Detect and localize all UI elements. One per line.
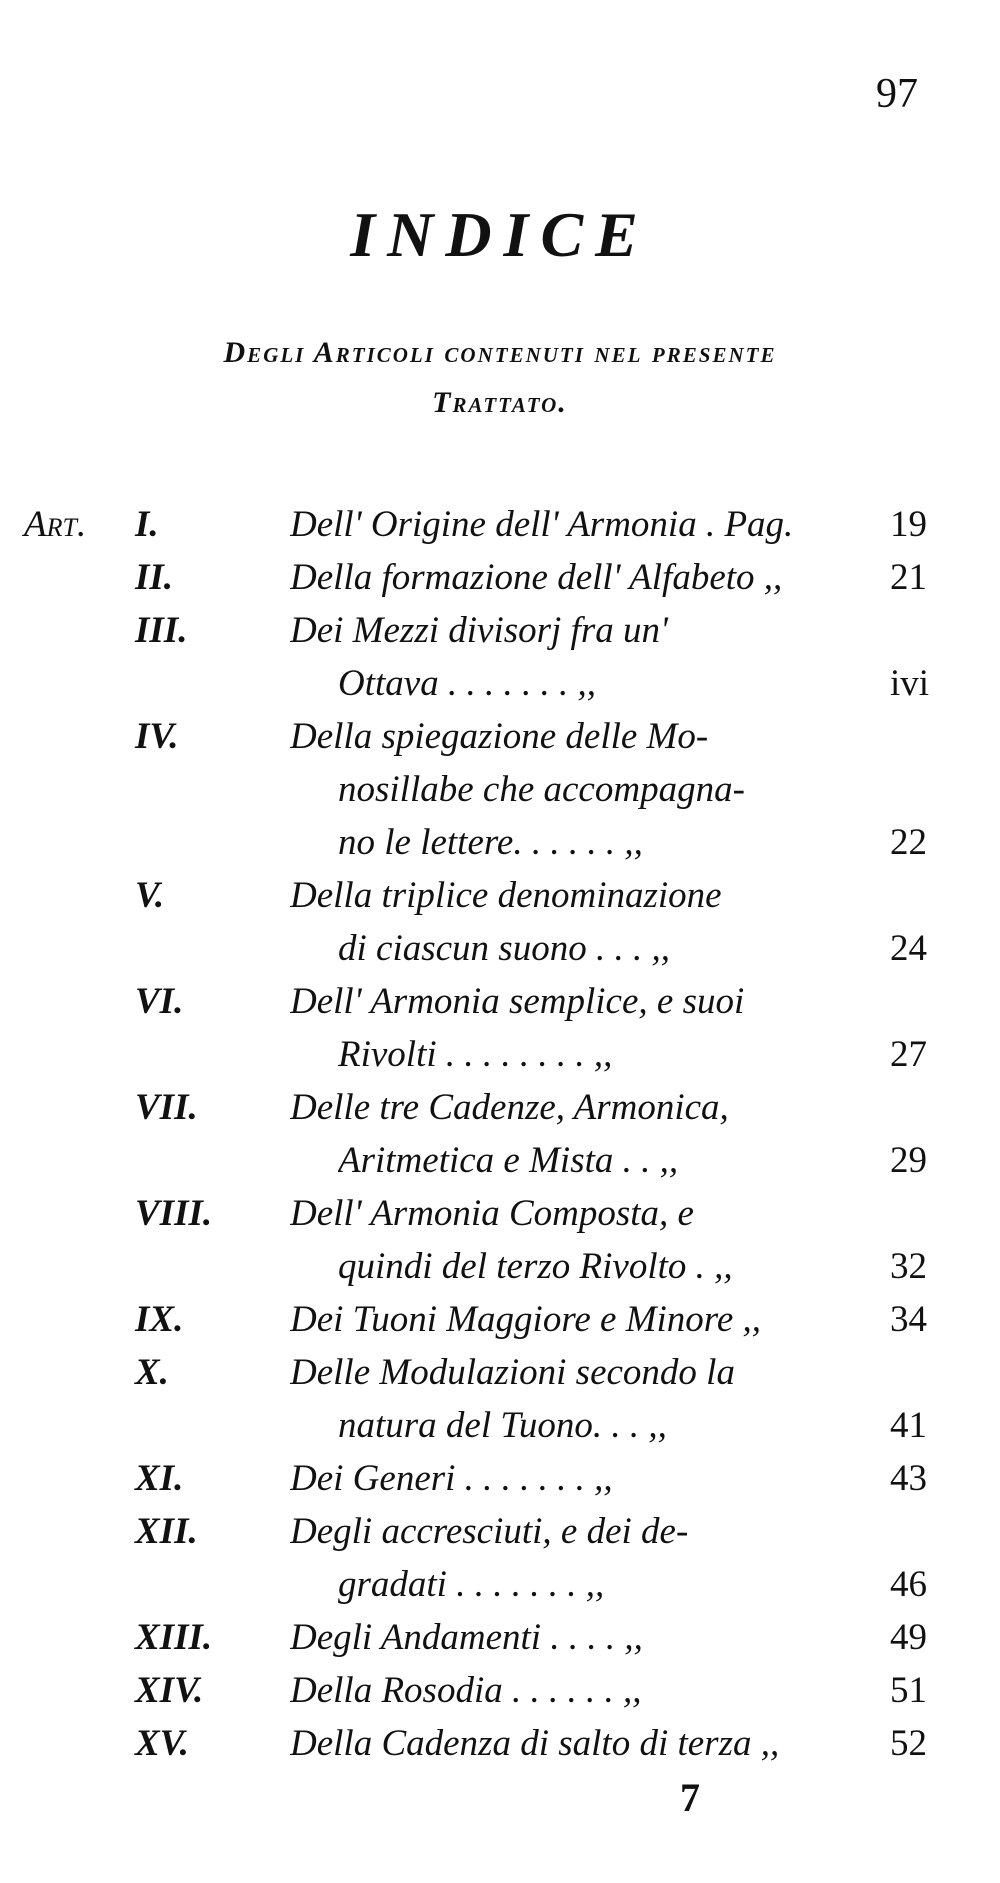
toc-line [0,657,1000,710]
article-numeral: XI. [135,1458,184,1499]
article-title: gradati . . . . . . . ,, [338,1564,605,1605]
toc-line [0,1717,1000,1770]
article-title: Dei Tuoni Maggiore e Minore ,, [290,1299,762,1340]
article-numeral: IX. [135,1299,184,1340]
article-numeral: X. [135,1352,169,1393]
toc-line [0,1558,1000,1611]
toc-line [0,869,1000,922]
page-reference: ivi [890,663,930,704]
signature-mark: 7 [680,1775,700,1820]
article-numeral: VIII. [135,1193,213,1234]
article-title: Delle Modulazioni secondo la [290,1352,735,1393]
toc-line [0,1081,1000,1134]
article-title: Della Cadenza di salto di terza ,, [290,1723,780,1764]
article-title: quindi del terzo Rivolto . ,, [338,1246,733,1287]
article-title: Aritmetica e Mista . . ,, [338,1140,679,1181]
page-reference: 49 [890,1617,927,1658]
toc-line [0,1346,1000,1399]
page-reference: 21 [890,557,927,598]
article-title: natura del Tuono. . . ,, [338,1405,667,1446]
page-reference: 24 [890,928,927,969]
toc-line [0,604,1000,657]
table-of-contents [0,498,1000,1770]
article-title: Della triplice denominazione [290,875,722,916]
page-reference: 43 [890,1458,927,1499]
subtitle [90,328,910,428]
toc-line [0,763,1000,816]
article-numeral: XIV. [135,1670,204,1711]
page-reference: 52 [890,1723,927,1764]
article-title: Dell' Armonia Composta, e [290,1193,694,1234]
page-number: 97 [876,71,918,117]
subtitle-line: Trattato. [432,386,568,419]
page-reference: 27 [890,1034,927,1075]
toc-line [0,498,1000,551]
article-title: Dei Mezzi divisorj fra un' [290,610,668,651]
page-reference: 29 [890,1140,927,1181]
article-title: Delle tre Cadenze, Armonica, [290,1087,729,1128]
page-title: INDICE [350,199,650,270]
toc-line [0,1611,1000,1664]
page-reference: 46 [890,1564,927,1605]
page-reference: 32 [890,1246,927,1287]
article-title: no le lettere. . . . . . ,, [338,822,643,863]
article-numeral: VI. [135,981,184,1022]
page-reference: 19 [890,504,927,545]
toc-line [0,1240,1000,1293]
page-reference: 34 [890,1299,927,1340]
article-title: di ciascun suono . . . ,, [338,928,670,969]
page-reference: 41 [890,1405,927,1446]
article-numeral: XV. [135,1723,189,1764]
article-numeral: V. [135,875,165,916]
toc-line [0,1399,1000,1452]
toc-line [0,1664,1000,1717]
article-title: Della Rosodia . . . . . . ,, [290,1670,642,1711]
article-numeral: XII. [135,1511,198,1552]
page-reference: 22 [890,822,927,863]
article-title: Degli accresciuti, e dei de- [290,1511,689,1552]
article-title: Della formazione dell' Alfabeto ,, [290,557,783,598]
article-numeral: I. [135,504,159,545]
toc-line [0,1293,1000,1346]
article-title: Degli Andamenti . . . . ,, [290,1617,643,1658]
toc-line [0,922,1000,975]
article-title: Dei Generi . . . . . . . ,, [290,1458,613,1499]
toc-line [0,816,1000,869]
toc-line [0,551,1000,604]
toc-line [0,1187,1000,1240]
toc-line [0,1452,1000,1505]
article-numeral: IV. [135,716,179,757]
article-title: Dell' Armonia semplice, e suoi [290,981,745,1022]
article-numeral: III. [135,610,188,651]
article-title: Ottava . . . . . . . ,, [338,663,596,704]
toc-line [0,1134,1000,1187]
art-label: Art. [24,504,87,545]
article-title: Della spiegazione delle Mo- [290,716,709,757]
toc-line [0,1505,1000,1558]
article-title: Rivolti . . . . . . . . ,, [338,1034,613,1075]
article-numeral: II. [135,557,174,598]
page-reference: 51 [890,1670,927,1711]
article-numeral: XIII. [135,1617,213,1658]
article-numeral: VII. [135,1087,198,1128]
article-title: nosillabe che accompagna- [338,769,745,810]
subtitle-line: Degli Articoli contenuti nel presente [223,336,777,369]
article-title: Dell' Origine dell' Armonia . Pag. [290,504,794,545]
toc-line [0,1028,1000,1081]
toc-line [0,975,1000,1028]
toc-line [0,710,1000,763]
